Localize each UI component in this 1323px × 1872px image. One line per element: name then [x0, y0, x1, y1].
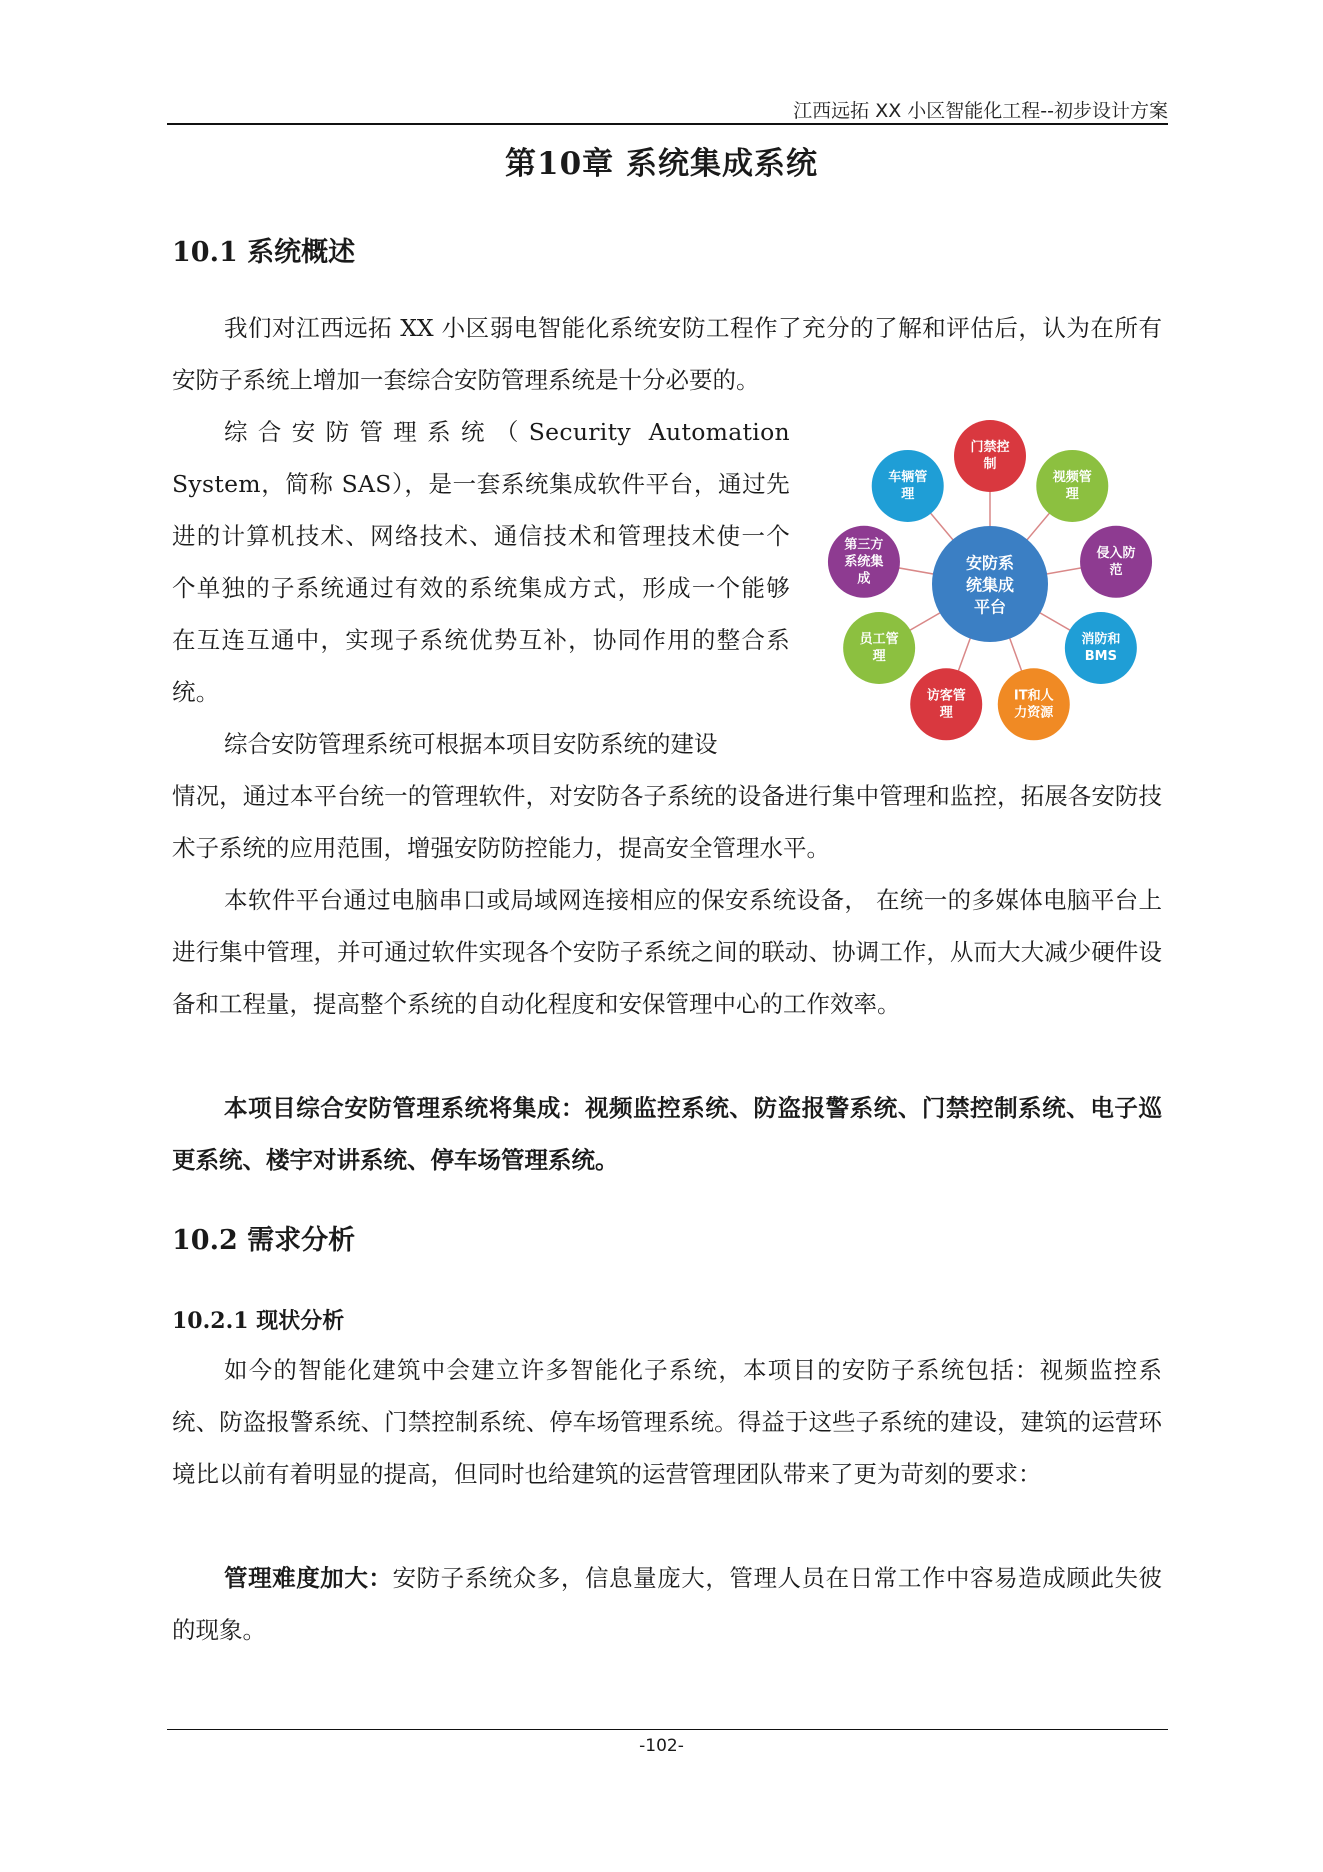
paragraph-current-status: 如今的智能化建筑中会建立许多智能化子系统，本项目的安防子系统包括：视频监控系统、防盗报警系统、门禁控制系统、停车场管理系统。得益于这些子系统的建设，建筑的运营环境比以前有着明显的提高，但同时也给建筑的运营管理团队带来了更为苛刻的要求： — [172, 1356, 1162, 1488]
header-rule — [167, 123, 1168, 125]
diagram-node — [910, 668, 982, 740]
diagram-node-label: 门禁控 — [970, 440, 1010, 455]
diagram-node-label: 力资源 — [1014, 705, 1054, 721]
paragraph-overview-3-continued: 情况，通过本平台统一的管理软件，对安防各子系统的设备进行集中管理和监控，拓展各安防技术子系统的应用范围，增强安防防控能力，提高安全管理水平。 — [172, 782, 1162, 862]
diagram-node-label: IT和人 — [1013, 688, 1054, 704]
diagram-node — [872, 450, 944, 522]
paragraph-integration-list: 本项目综合安防管理系统将集成：视频监控系统、防盗报警系统、门禁控制系统、电子巡更系统、楼宇对讲系统、停车场管理系统。 — [172, 1094, 1162, 1174]
diagram-node-label: 消防和 — [1081, 632, 1121, 647]
diagram-node-label: 系统集 — [844, 554, 884, 570]
difficulty-label: 管理难度加大： — [224, 1564, 393, 1592]
diagram-node-label: 制 — [983, 457, 997, 472]
diagram-hub-label: 安防系 — [965, 553, 1015, 573]
page-number: -102- — [639, 1736, 684, 1756]
diagram-node-label: 视频管 — [1052, 469, 1092, 485]
diagram-node — [1080, 526, 1152, 598]
difficulty-text: 安防子系统众多，信息量庞大，管理人员在日常工作中容易造成顾此失彼的现象。 — [172, 1564, 1163, 1644]
diagram-node — [1036, 450, 1108, 522]
running-header: 江西远拓 XX 小区智能化工程--初步设计方案 — [793, 100, 1168, 122]
diagram-node-label: 侵入防 — [1096, 545, 1136, 561]
section-heading-10-1: 10.1 系统概述 — [172, 237, 356, 268]
diagram-node-label: BMS — [1084, 649, 1117, 664]
diagram-node-label: 员工管 — [859, 632, 899, 647]
diagram-node-label: 车辆管 — [888, 469, 928, 485]
diagram-hub-label: 平台 — [973, 597, 1007, 617]
chapter-title: 第10章 系统集成系统 — [505, 146, 818, 182]
paragraph-overview-3-start: 综合安防管理系统可根据本项目安防系统的建设 — [224, 730, 718, 758]
diagram-hub-label: 统集成 — [965, 575, 1015, 595]
paragraph-management-difficulty — [172, 1552, 1162, 1656]
diagram-node — [843, 612, 915, 684]
diagram-node-label: 成 — [857, 571, 871, 587]
paragraph-overview-1: 我们对江西远拓 XX 小区弱电智能化系统安防工程作了充分的了解和评估后，认为在所有安防子系统上增加一套综合安防管理系统是十分必要的。 — [172, 314, 1162, 394]
footer-rule — [167, 1729, 1168, 1730]
diagram-node — [954, 420, 1026, 492]
integration-platform-diagram — [800, 414, 1180, 754]
diagram-node-label: 范 — [1109, 562, 1123, 578]
section-heading-10-2: 10.2 需求分析 — [172, 1225, 356, 1256]
diagram-node-label: 第三方 — [844, 537, 884, 553]
diagram-node-label: 理 — [901, 486, 915, 502]
subsection-heading-10-2-1: 10.2.1 现状分析 — [172, 1308, 345, 1334]
paragraph-overview-2: 综合安防管理系统（Security Automation System，简称 SAS），是一套系统集成软件平台，通过先进的计算机技术、网络技术、通信技术和管理技术使一个个单独的子系统通过有效的系统集成方式，形成一个能够在互连互通中，实现子系统优势互补，协同作用的整合系统。 — [172, 418, 790, 706]
diagram-node — [998, 668, 1070, 740]
diagram-node-label: 理 — [939, 705, 953, 721]
diagram-node-label: 理 — [872, 649, 886, 664]
diagram-node-label: 理 — [1065, 486, 1079, 502]
diagram-node — [1065, 612, 1137, 684]
paragraph-overview-4: 本软件平台通过电脑串口或局域网连接相应的保安系统设备， 在统一的多媒体电脑平台上进行集中管理，并可通过软件实现各个安防子系统之间的联动、协调工作，从而大大减少硬件设备和工程量，提高整个系统的自动化程度和安保管理中心的工作效率。 — [172, 886, 1162, 1018]
diagram-node-label: 访客管 — [926, 688, 966, 704]
